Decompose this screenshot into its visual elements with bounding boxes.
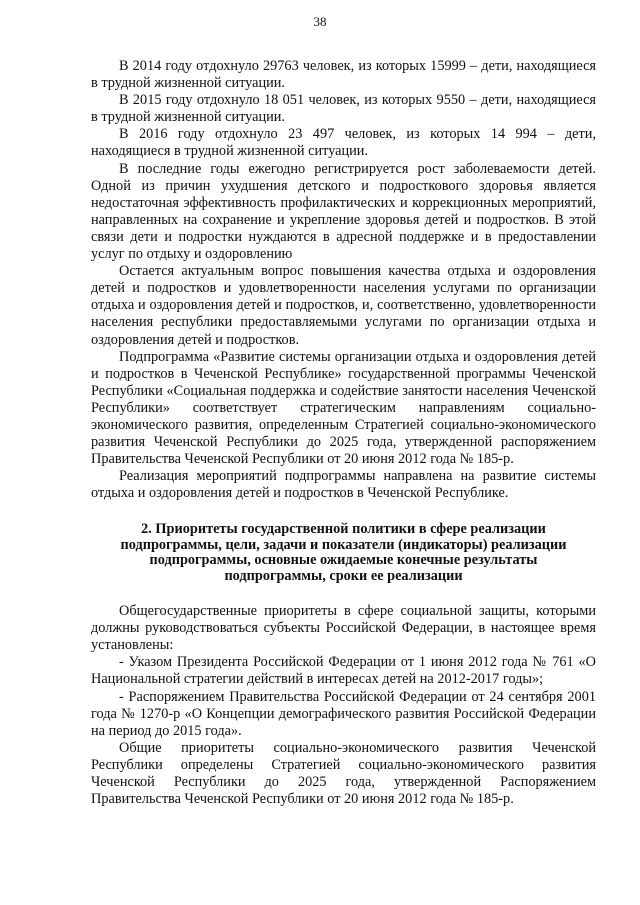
section-heading-line: 2. Приоритеты государственной политики в сфере реализации: [141, 521, 546, 538]
section-heading-line: подпрограммы, цели, задачи и показатели (индикаторы) реализации: [120, 536, 567, 553]
paragraph-2016-stats: В 2016 году отдохнуло 23 497 человек, из которых 14 994 – дети, находящиеся в трудной жизненной ситуации.: [91, 126, 596, 160]
paragraph-quality-issue: Остается актуальным вопрос повышения качества отдыха и оздоровления детей и подростков и удовлетворенности населения услугами по организации отдыха и оздоровления детей и подростков, и, соответственно, удовлетворенности населения республики предоставляемыми услугами по организации отдыха и оздоровления детей и подростков.: [91, 263, 596, 348]
paragraph-2014-stats: В 2014 году отдохнуло 29763 человек, из которых 15999 – дети, находящиеся в трудной жизненной ситуации.: [91, 58, 596, 92]
section-heading-line: подпрограммы, основные ожидаемые конечные результаты: [149, 552, 538, 569]
page-number: 38: [313, 14, 327, 29]
paragraph-subprogram-compliance: Подпрограмма «Развитие системы организации отдыха и оздоровления детей и подростков в Чеченской Республике» государственной программы Чеченской Республики «Социальная поддержка и содействие занятости населения Чеченской Республики» соответствует стратегическим направлениям социально-экономического развития, определенным Стратегией социально-экономического развития Чеченской Республики до 2025 года, утвержденной распоряжением Правительства Чеченской Республики от 20 июня 2012 года № 185-р.: [91, 348, 596, 468]
paragraph-morbidity: В последние годы ежегодно регистрируется рост заболеваемости детей. Одной из причин ухудшения детского и подросткового здоровья является недостаточная эффективность профилактических и коррекционных мероприятий, направленных на сохранение и укрепление здоровья детей и подростков. В этой связи дети и подростки нуждаются в адресной поддержке и в предоставлении услуг по отдыху и оздоровлению: [91, 160, 596, 263]
paragraph-regional-priorities: Общие приоритеты социально-экономического развития Чеченской Республики определены Стратегией социально-экономического развития Чеченской Республики до 2025 года, утвержденной Распоряжением Правительства Чеченской Республики от 20 июня 2012 года № 185-р.: [91, 739, 596, 808]
document-body: [91, 58, 596, 808]
list-item-government-order: - Распоряжением Правительства Российской Федерации от 24 сентября 2001 года № 1270-р «О Концепции демографического развития Российской Федерации на период до 2015 года».: [91, 688, 596, 739]
section-heading-line: подпрограммы, сроки ее реализации: [224, 567, 463, 584]
section-heading: [91, 522, 596, 584]
paragraph-2015-stats: В 2015 году отдохнуло 18 051 человек, из которых 9550 – дети, находящиеся в трудной жизненной ситуации.: [91, 92, 596, 126]
paragraph-federal-priorities: Общегосударственные приоритеты в сфере социальной защиты, которыми должны руководствоваться субъекты Российской Федерации, в настоящее время установлены:: [91, 603, 596, 654]
list-item-presidential-decree: - Указом Президента Российской Федерации от 1 июня 2012 года № 761 «О Национальной стратегии действий в интересах детей на 2012-2017 годы»;: [91, 654, 596, 688]
paragraph-subprogram-goal: Реализация мероприятий подпрограммы направлена на развитие системы отдыха и оздоровления детей и подростков в Чеченской Республике.: [91, 468, 596, 502]
